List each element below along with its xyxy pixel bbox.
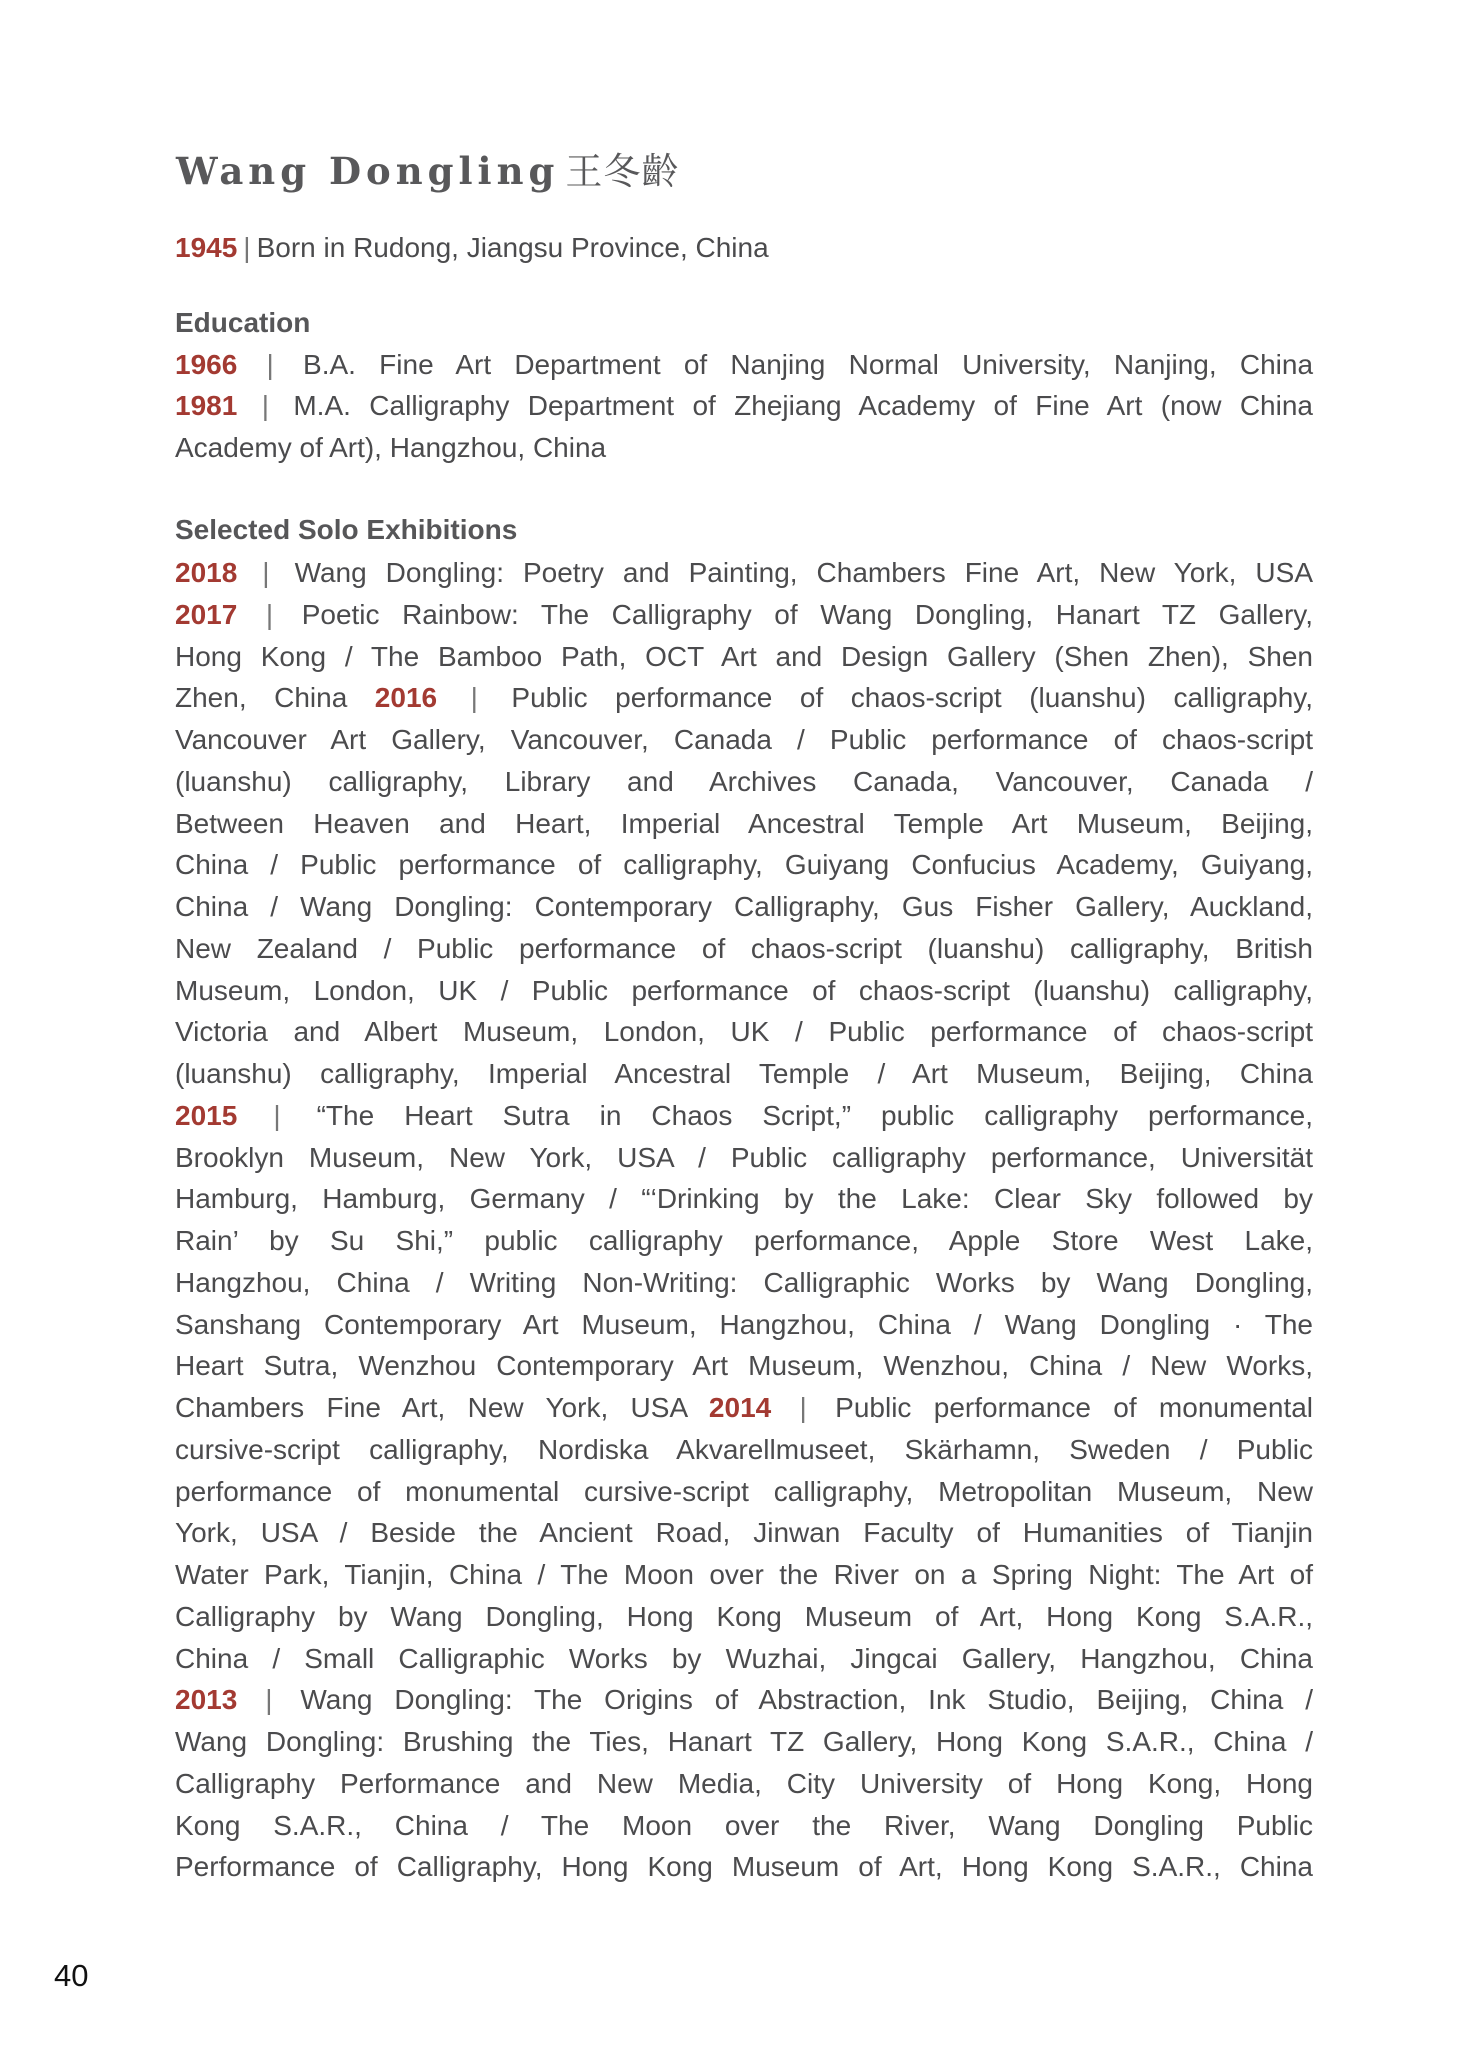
exhibition-text: Brooklyn Museum, New York, USA / Public calligraphy performance, Universität [175,1141,1313,1173]
separator: | [799,1392,807,1423]
exhibition-line [175,1220,1313,1262]
exhibition-text: Between Heaven and Heart, Imperial Ancestral Temple Art Museum, Beijing, [175,807,1313,839]
separator: | [262,557,270,588]
exhibition-line [175,1805,1313,1847]
page-number: 40 [54,1958,89,1993]
exhibition-line [175,1137,1313,1179]
exhibition-line [175,970,1313,1012]
separator: | [243,232,251,263]
exhibition-text: Heart Sutra, Wenzhou Contemporary Art Museum, Wenzhou, China / New Works, [175,1350,1313,1382]
exhibition-line [175,1387,1313,1429]
exhibition-text: Water Park, Tianjin, China / The Moon over the River on a Spring Night: The Art of [175,1559,1313,1590]
exhibition-text: York, USA / Beside the Ancient Road, Jinwan Faculty of Humanities of Tianjin [175,1517,1313,1549]
exhibition-line [175,1763,1313,1805]
exhibition-text: Zhen, China [175,682,348,714]
exhibition-text: cursive-script calligraphy, Nordiska Akvarellmuseet, Skärhamn, Sweden / Public [175,1433,1313,1465]
exhibition-text: New Zealand / Public performance of chaos-script (luanshu) calligraphy, British [175,932,1313,964]
exhibition-line [175,719,1313,761]
exhibition-line [175,1053,1313,1095]
separator: | [266,349,274,380]
exhibition-line [175,928,1313,970]
exhibition-line [175,1554,1313,1596]
exhibition-text: Victoria and Albert Museum, London, UK / Public performance of chaos-script [175,1016,1313,1048]
exhibition-line [175,886,1313,928]
education-text: M.A. Calligraphy Department of Zhejiang Academy of Fine Art (now China [293,390,1313,421]
exhibition-line [175,1011,1313,1053]
artist-name-cn: 王冬齡 [565,150,680,193]
exhibition-text: Public performance of chaos-script (luanshu) calligraphy, [511,682,1313,714]
exhibition-line [175,1638,1313,1680]
page-title [176,146,679,197]
education-year: 1966 [175,349,238,380]
exhibition-text: Kong S.A.R., China / The Moon over the River, Wang Dongling Public [175,1809,1313,1841]
exhibition-text: (luanshu) calligraphy, Library and Archives Canada, Vancouver, Canada / [175,765,1313,797]
separator: | [261,390,269,421]
exhibition-text: Hong Kong / The Bamboo Path, OCT Art and Design Gallery (Shen Zhen), Shen [175,640,1313,672]
exhibition-text: China / Wang Dongling: Contemporary Calligraphy, Gus Fisher Gallery, Auckland, [175,891,1313,922]
exhibition-line [175,677,1313,719]
exhibition-text: Calligraphy Performance and New Media, City University of Hong Kong, Hong [175,1767,1313,1799]
exhibition-line [175,1721,1313,1763]
education-entry [175,344,1313,386]
exhibition-text: Sanshang Contemporary Art Museum, Hangzhou, China / Wang Dongling · The [175,1308,1313,1340]
birth-line [175,227,1313,269]
exhibition-line [175,1846,1313,1888]
exhibition-line [175,1596,1313,1638]
separator: | [265,1684,273,1716]
exhibition-year: 2015 [175,1099,238,1131]
exhibition-text: Chambers Fine Art, New York, USA [175,1392,687,1423]
exhibition-text: (luanshu) calligraphy, Imperial Ancestral Temple / Art Museum, Beijing, China [175,1058,1313,1089]
birth-text: Born in Rudong, Jiangsu Province, China [256,232,769,263]
separator: | [273,1099,281,1131]
exhibition-line [175,803,1313,845]
separator: | [265,598,274,630]
exhibition-text: Poetic Rainbow: The Calligraphy of Wang Dongling, Hanart TZ Gallery, [301,598,1313,630]
separator: | [470,682,478,714]
exhibition-year: 2014 [708,1392,772,1423]
exhibition-text: Hamburg, Hamburg, Germany / “‘Drinking by the Lake: Clear Sky followed by [175,1183,1313,1215]
exhibition-text: “The Heart Sutra in Chaos Script,” public calligraphy performance, [316,1099,1314,1131]
exhibition-text: Calligraphy by Wang Dongling, Hong Kong Museum of Art, Hong Kong S.A.R., [175,1600,1313,1632]
exhibition-line [175,636,1313,678]
exhibition-year: 2013 [175,1684,238,1716]
exhibition-text: China / Small Calligraphic Works by Wuzhai, Jingcai Gallery, Hangzhou, China [175,1642,1313,1674]
exhibition-line [175,1471,1313,1513]
exhibition-text: China / Public performance of calligraphy, Guiyang Confucius Academy, Guiyang, [175,849,1313,881]
exhibition-line [175,552,1313,594]
exhibition-year: 2016 [374,682,438,714]
exhibition-text: Public performance of monumental [835,1392,1314,1423]
exhibition-line [175,761,1313,803]
exhibition-line [175,594,1313,636]
education-heading: Education [175,307,311,338]
exhibition-text: Museum, London, UK / Public performance of chaos-script (luanshu) calligraphy, [175,974,1313,1006]
exhibition-line [175,1304,1313,1346]
education-year: 1981 [175,390,238,421]
education-continuation: Academy of Art), Hangzhou, China [175,432,607,463]
solo-exhibitions-heading: Selected Solo Exhibitions [175,514,518,545]
exhibition-text: Wang Dongling: Brushing the Ties, Hanart TZ Gallery, Hong Kong S.A.R., China / [175,1726,1313,1757]
exhibition-year: 2018 [175,557,238,588]
exhibition-text: Vancouver Art Gallery, Vancouver, Canada / Public performance of chaos-script [175,724,1313,755]
exhibition-line [175,1345,1313,1387]
exhibition-text: performance of monumental cursive-script calligraphy, Metropolitan Museum, New [175,1475,1313,1507]
exhibition-text: Hangzhou, China / Writing Non-Writing: Calligraphic Works by Wang Dongling, [175,1266,1313,1298]
exhibition-text: Rain’ by Su Shi,” public calligraphy performance, Apple Store West Lake, [175,1225,1313,1256]
exhibition-line [175,1178,1313,1220]
education-text: B.A. Fine Art Department of Nanjing Normal University, Nanjing, China [303,349,1314,380]
birth-year: 1945 [175,232,238,263]
exhibition-line [175,1262,1313,1304]
exhibition-line [175,1095,1313,1137]
exhibition-line [175,1679,1313,1721]
exhibition-line [175,1429,1313,1471]
exhibition-text: Performance of Calligraphy, Hong Kong Museum of Art, Hong Kong S.A.R., China [175,1851,1313,1883]
exhibition-text: Wang Dongling: Poetry and Painting, Chambers Fine Art, New York, USA [294,557,1314,588]
exhibition-line [175,1512,1313,1554]
education-entry [175,385,1313,427]
exhibition-text: Wang Dongling: The Origins of Abstraction, Ink Studio, Beijing, China / [300,1684,1313,1716]
exhibition-year: 2017 [175,598,238,630]
exhibition-line [175,844,1313,886]
artist-name-en: Wang Dongling [176,149,560,193]
